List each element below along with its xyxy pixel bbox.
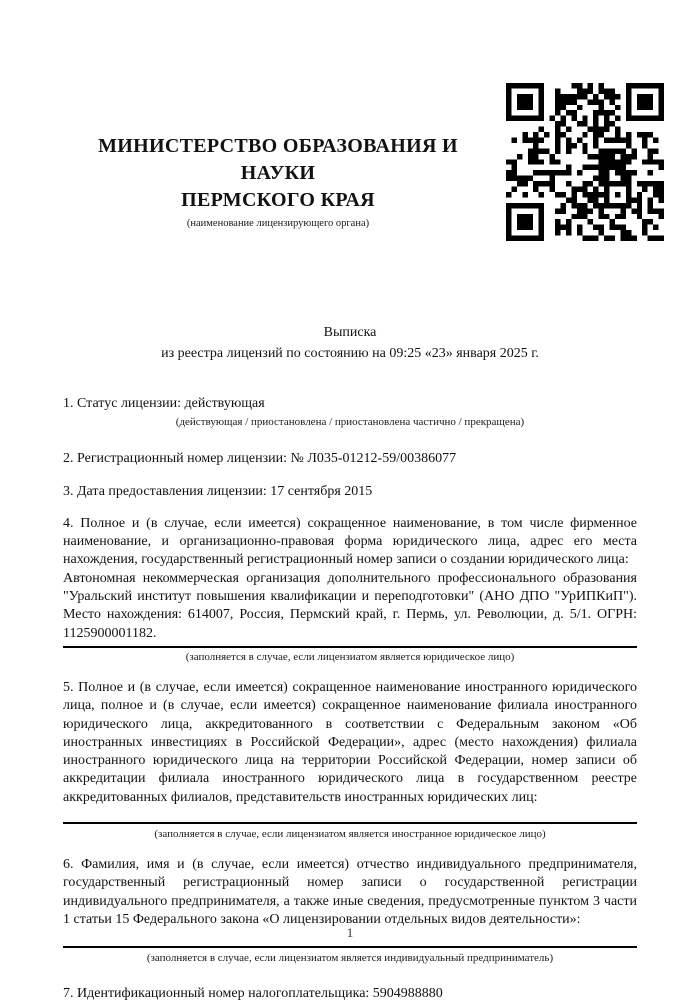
qr-code (506, 83, 664, 241)
ministry-name-line2: ПЕРМСКОГО КРАЯ (181, 189, 375, 211)
individual-entrepreneur-label: 6. Фамилия, имя и (в случае, если имеется) отчество индивидуального предпринимателя, государственный регистрационный номер записи о государственной регистрации индивидуального предпринимателя, а также иные сведения, предусмотренные пунктом 3 части 1 статьи 15 Федерального закона «О лицензировании отдельных видов деятельности»: (63, 857, 637, 927)
document-title-line2: из реестра лицензий по состоянию на 09:25 «23» января 2025 г. (161, 346, 539, 361)
license-status-text: 1. Статус лицензии: действующая (63, 396, 265, 411)
legal-entity-field-caption: (заполняется в случае, если лицензиатом является юридическое лицо) (185, 650, 515, 663)
licensing-authority-header (63, 0, 493, 229)
item-license-status (63, 395, 637, 429)
item-license-grant-date (63, 483, 637, 501)
legal-entity-details-label: 4. Полное и (в случае, если имеется) сокращенное наименование, в том числе фирменное наименование, и организационно-правовая форма юридического лица, адрес его места нахождения, государственный регистрационный номер записи о создании юридического лица: (63, 515, 637, 568)
page-number: 1 (346, 925, 354, 940)
foreign-entity-field-line (63, 822, 637, 824)
item-legal-entity-details (63, 515, 637, 664)
document-title (63, 322, 637, 364)
foreign-entity-details-label: 5. Полное и (в случае, если имеется) сокращенное наименование иностранного юридического лица, полное и (в случае, если имеется) сокращенное наименование филиала иностранного юридического лица, аккредитованного в соответствии с Федеральным законом «Об иностранных инвестициях в Российской Федерации», адрес (место нахождения) филиала иностранного юридического лица на территории Российской Федерации, номер записи об аккредитации филиала иностранного юридического лица в государственном реестре аккредитованных филиалов, представительств иностранных юридических лиц: (63, 679, 637, 805)
ministry-name-line1: МИНИСТЕРСТВО ОБРАЗОВАНИЯ И НАУКИ (98, 135, 458, 184)
item-taxpayer-id (63, 985, 637, 1003)
items-list (63, 395, 637, 1004)
licensing-authority-caption: (наименование лицензирующего органа) (186, 218, 370, 229)
item-foreign-entity-details (63, 679, 637, 841)
registration-number-text: 2. Регистрационный номер лицензии: № Л035-01212-59/00386077 (63, 451, 457, 467)
document-title-line1: Выписка (323, 325, 377, 340)
individual-entrepreneur-field-line (63, 946, 637, 948)
taxpayer-id-text: 7. Идентификационный номер налогоплательщика: 5904988880 (63, 986, 443, 1002)
license-status-options-caption: (действующая / приостановлена / приостановлена частично / прекращена) (175, 416, 525, 429)
item-registration-number (63, 450, 637, 468)
foreign-entity-field-caption: (заполняется в случае, если лицензиатом является иностранное юридическое лицо) (154, 828, 546, 841)
item-individual-entrepreneur-details (63, 856, 637, 965)
license-grant-date-text: 3. Дата предоставления лицензии: 17 сентября 2015 (63, 483, 373, 499)
legal-entity-field-line (63, 646, 637, 648)
legal-entity-details-value: Автономная некоммерческая организация дополнительного профессионального образования "Уральский институт повышения квалификации и переподготовки" (АНО ДПО "УрИПКиП"). Место нахождения: 614007, Россия, Пермский край, г. Пермь, ул. Революции, д. 5/1. ОГРН: 1125900001182. (63, 570, 637, 641)
individual-entrepreneur-field-caption: (заполняется в случае, если лицензиатом является индивидуальный предприниматель) (146, 952, 554, 965)
